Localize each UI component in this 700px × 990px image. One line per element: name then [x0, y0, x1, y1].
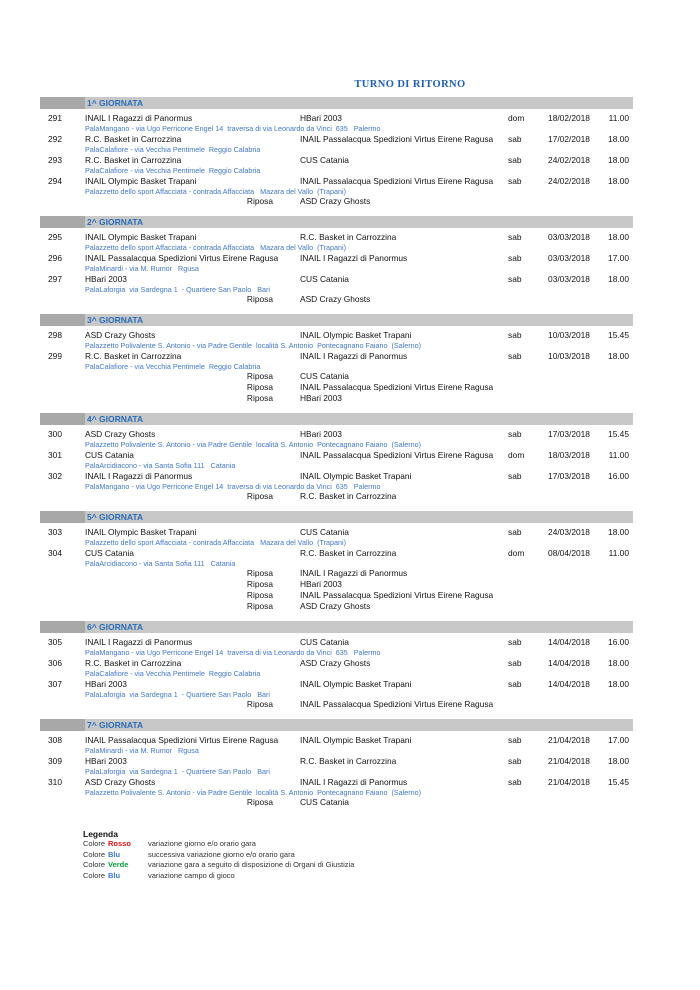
match-row — [40, 154, 633, 175]
match-time: 15.45 — [608, 330, 629, 340]
home-team: INAIL Olympic Basket Trapani — [85, 232, 197, 242]
riposa-row — [40, 579, 633, 590]
match-time: 16.00 — [608, 637, 629, 647]
venue-text: PalaArcidiacono - via Santa Sofia 111 Catania — [85, 559, 236, 568]
match-row — [40, 112, 633, 133]
match-line — [40, 350, 633, 362]
riposa-team: ASD Crazy Ghosts — [300, 196, 371, 206]
away-team: INAIL Passalacqua Spedizioni Virtus Eirene Ragusa — [300, 134, 494, 144]
away-team: INAIL Passalacqua Spedizioni Virtus Eirene Ragusa — [300, 176, 494, 186]
giornata-header-bar — [40, 97, 633, 109]
match-day: sab — [508, 134, 522, 144]
match-line — [40, 470, 633, 482]
match-line — [40, 231, 633, 243]
match-line — [40, 273, 633, 285]
giornata-label: 6^ GIORNATA — [87, 622, 144, 632]
legend-row — [83, 839, 354, 850]
legend-color-name: Blu — [108, 870, 121, 880]
match-time: 18.00 — [608, 232, 629, 242]
away-team: R.C. Basket in Carrozzina — [300, 756, 397, 766]
home-team: INAIL Passalacqua Spedizioni Virtus Eirene Ragusa — [85, 735, 279, 745]
match-line — [40, 755, 633, 767]
match-time: 18.00 — [608, 155, 629, 165]
match-number: 297 — [48, 274, 62, 284]
match-day: sab — [508, 351, 522, 361]
match-row — [40, 428, 633, 449]
match-number: 303 — [48, 527, 62, 537]
match-number: 298 — [48, 330, 62, 340]
match-date: 24/02/2018 — [548, 155, 590, 165]
venue-text: Palazzetto Polivalente S. Antonio - via Padre Gentile località S. Antonio Pontecagnano Faiano (Salerno) — [85, 788, 422, 797]
home-team: CUS Catania — [85, 450, 134, 460]
match-day: sab — [508, 176, 522, 186]
match-number: 305 — [48, 637, 62, 647]
legend-color-name: Blu — [108, 849, 121, 859]
legend-row — [83, 850, 354, 861]
match-line — [40, 112, 633, 124]
match-number: 304 — [48, 548, 62, 558]
riposa-row — [40, 393, 633, 404]
match-date: 21/04/2018 — [548, 735, 590, 745]
venue-text: PalaCalafiore - via Vecchia Pentimele Reggio Calabria — [85, 145, 261, 154]
away-team: INAIL Passalacqua Spedizioni Virtus Eirene Ragusa — [300, 450, 494, 460]
giornata-label: 5^ GIORNATA — [87, 512, 144, 522]
match-day: sab — [508, 330, 522, 340]
legend-rows — [83, 839, 354, 881]
match-day: sab — [508, 274, 522, 284]
riposa-team: INAIL Passalacqua Spedizioni Virtus Eirene Ragusa — [300, 699, 494, 709]
match-number: 294 — [48, 176, 62, 186]
home-team: HBari 2003 — [85, 679, 127, 689]
giornata-header-bar — [40, 511, 633, 523]
home-team: INAIL Olympic Basket Trapani — [85, 527, 197, 537]
venue-text: PalaArcidiacono - via Santa Sofia 111 Catania — [85, 461, 236, 470]
venue-text: PalaLaforgia via Sardegna 1 - Quartiere San Paolo Bari — [85, 285, 270, 294]
match-number: 300 — [48, 429, 62, 439]
match-time: 18.00 — [608, 679, 629, 689]
away-team: INAIL Olympic Basket Trapani — [300, 471, 412, 481]
match-time: 18.00 — [608, 351, 629, 361]
riposa-team: CUS Catania — [300, 371, 349, 381]
home-team: INAIL I Ragazzi di Panormus — [85, 113, 193, 123]
match-line — [40, 547, 633, 559]
match-day: sab — [508, 232, 522, 242]
match-number: 293 — [48, 155, 62, 165]
match-date: 17/02/2018 — [548, 134, 590, 144]
home-team: INAIL I Ragazzi di Panormus — [85, 637, 193, 647]
legend-colore-label: Colore — [83, 860, 106, 869]
away-team: INAIL I Ragazzi di Panormus — [300, 777, 408, 787]
home-team: HBari 2003 — [85, 756, 127, 766]
giornata-header-bar — [40, 719, 633, 731]
match-date: 10/03/2018 — [548, 351, 590, 361]
match-line — [40, 449, 633, 461]
match-number: 299 — [48, 351, 62, 361]
match-day: dom — [508, 548, 525, 558]
match-time: 17.00 — [608, 253, 629, 263]
giornata-label: 1^ GIORNATA — [87, 98, 144, 108]
match-date: 03/03/2018 — [548, 232, 590, 242]
home-team: R.C. Basket in Carrozzina — [85, 658, 182, 668]
away-team: HBari 2003 — [300, 113, 342, 123]
home-team: ASD Crazy Ghosts — [85, 777, 156, 787]
legend-description: variazione gara a seguito di disposizione di Organi di Giustizia — [148, 860, 355, 869]
match-day: sab — [508, 527, 522, 537]
match-row — [40, 329, 633, 350]
match-day: sab — [508, 756, 522, 766]
match-time: 11.00 — [608, 113, 629, 123]
match-day: sab — [508, 253, 522, 263]
riposa-row — [40, 196, 633, 207]
match-line — [40, 133, 633, 145]
match-date: 08/04/2018 — [548, 548, 590, 558]
giornata-section — [40, 216, 633, 305]
match-date: 24/02/2018 — [548, 176, 590, 186]
away-team: INAIL Olympic Basket Trapani — [300, 735, 412, 745]
venue-text: Palazzetto dello sport Affacciata - contrada Affacciata Mazara del Vallo (Trapani) — [85, 538, 347, 547]
match-date: 18/02/2018 — [548, 113, 590, 123]
match-date: 14/04/2018 — [548, 679, 590, 689]
legend-colore-label: Colore — [83, 870, 106, 880]
match-row — [40, 133, 633, 154]
away-team: INAIL I Ragazzi di Panormus — [300, 351, 408, 361]
match-row — [40, 273, 633, 294]
giornata-section — [40, 413, 633, 502]
away-team: HBari 2003 — [300, 429, 342, 439]
match-row — [40, 547, 633, 568]
away-team: R.C. Basket in Carrozzina — [300, 232, 397, 242]
match-row — [40, 755, 633, 776]
match-number: 302 — [48, 471, 62, 481]
riposa-label: Riposa — [246, 699, 273, 709]
legend-description: variazione campo di gioco — [148, 870, 235, 880]
match-time: 11.00 — [608, 548, 629, 558]
venue-text: PalaMinardi - via M. Rumor Rgusa — [85, 264, 199, 273]
match-day: dom — [508, 113, 525, 123]
giornata-header-bar — [40, 216, 633, 228]
giornata-section — [40, 511, 633, 612]
match-line — [40, 154, 633, 166]
giornata-section — [40, 97, 633, 207]
match-day: sab — [508, 735, 522, 745]
match-number: 308 — [48, 735, 62, 745]
match-line — [40, 252, 633, 264]
venue-text: PalaMangano - via Ugo Perricone Engel 14 traversa di via Leonardo da Vinci 635 Palermo — [85, 124, 381, 133]
away-team: INAIL Olympic Basket Trapani — [300, 679, 412, 689]
riposa-row — [40, 797, 633, 808]
match-number: 310 — [48, 777, 62, 787]
riposa-team: ASD Crazy Ghosts — [300, 294, 371, 304]
venue-text: PalaCalafiore - via Vecchia Pentimele Reggio Calabria — [85, 166, 261, 175]
match-row — [40, 231, 633, 252]
match-date: 17/03/2018 — [548, 471, 590, 481]
match-time: 18.00 — [608, 527, 629, 537]
giornata-header-bar — [40, 413, 633, 425]
riposa-team: HBari 2003 — [300, 579, 342, 589]
match-row — [40, 470, 633, 491]
riposa-label: Riposa — [246, 393, 273, 403]
match-row — [40, 636, 633, 657]
riposa-team: R.C. Basket in Carrozzina — [300, 491, 397, 501]
riposa-team: ASD Crazy Ghosts — [300, 601, 371, 611]
riposa-row — [40, 601, 633, 612]
match-day: sab — [508, 471, 522, 481]
match-day: sab — [508, 777, 522, 787]
legend-row — [83, 871, 354, 882]
legend-color-name: Rosso — [108, 839, 131, 848]
venue-text: Palazzetto Polivalente S. Antonio - via Padre Gentile località S. Antonio Pontecagnano Faiano (Salerno) — [85, 440, 422, 449]
match-line — [40, 526, 633, 538]
legend-row — [83, 860, 354, 871]
riposa-team: INAIL Passalacqua Spedizioni Virtus Eirene Ragusa — [300, 590, 494, 600]
match-time: 18.00 — [608, 176, 629, 186]
match-number: 301 — [48, 450, 62, 460]
away-team: R.C. Basket in Carrozzina — [300, 548, 397, 558]
match-time: 18.00 — [608, 134, 629, 144]
match-row — [40, 350, 633, 371]
away-team: CUS Catania — [300, 274, 349, 284]
home-team: INAIL Olympic Basket Trapani — [85, 176, 197, 186]
home-team: R.C. Basket in Carrozzina — [85, 351, 182, 361]
match-time: 16.00 — [608, 471, 629, 481]
giornata-header-bar — [40, 314, 633, 326]
match-date: 21/04/2018 — [548, 777, 590, 787]
riposa-team: INAIL Passalacqua Spedizioni Virtus Eirene Ragusa — [300, 382, 494, 392]
match-line — [40, 175, 633, 187]
match-date: 14/04/2018 — [548, 637, 590, 647]
riposa-row — [40, 294, 633, 305]
venue-text: PalaMangano - via Ugo Perricone Engel 14 traversa di via Leonardo da Vinci 635 Palermo — [85, 648, 381, 657]
match-time: 17.00 — [608, 735, 629, 745]
match-row — [40, 252, 633, 273]
riposa-label: Riposa — [246, 371, 273, 381]
match-day: dom — [508, 450, 525, 460]
match-time: 11.00 — [608, 450, 629, 460]
away-team: INAIL Olympic Basket Trapani — [300, 330, 412, 340]
match-row — [40, 678, 633, 699]
venue-text: Palazzetto dello sport Affacciata - contrada Affacciata Mazara del Vallo (Trapani) — [85, 243, 347, 252]
match-day: sab — [508, 155, 522, 165]
riposa-row — [40, 568, 633, 579]
away-team: ASD Crazy Ghosts — [300, 658, 371, 668]
riposa-row — [40, 382, 633, 393]
match-time: 18.00 — [608, 756, 629, 766]
match-line — [40, 678, 633, 690]
match-number: 309 — [48, 756, 62, 766]
match-line — [40, 329, 633, 341]
match-date: 18/03/2018 — [548, 450, 590, 460]
venue-text: PalaLaforgia via Sardegna 1 - Quartiere San Paolo Bari — [85, 690, 270, 699]
riposa-label: Riposa — [246, 294, 273, 304]
giornata-label: 7^ GIORNATA — [87, 720, 144, 730]
riposa-label: Riposa — [246, 797, 273, 807]
match-number: 296 — [48, 253, 62, 263]
home-team: HBari 2003 — [85, 274, 127, 284]
match-date: 10/03/2018 — [548, 330, 590, 340]
riposa-label: Riposa — [246, 590, 273, 600]
match-date: 14/04/2018 — [548, 658, 590, 668]
venue-text: PalaLaforgia via Sardegna 1 - Quartiere San Paolo Bari — [85, 767, 270, 776]
legend-title: Legenda — [83, 829, 118, 839]
riposa-row — [40, 590, 633, 601]
riposa-label: Riposa — [246, 568, 273, 578]
match-time: 18.00 — [608, 658, 629, 668]
match-day: sab — [508, 658, 522, 668]
match-line — [40, 636, 633, 648]
away-team: CUS Catania — [300, 155, 349, 165]
legend-color-name: Verde — [108, 860, 129, 869]
home-team: INAIL I Ragazzi di Panormus — [85, 471, 193, 481]
match-day: sab — [508, 429, 522, 439]
riposa-row — [40, 491, 633, 502]
match-number: 291 — [48, 113, 62, 123]
home-team: R.C. Basket in Carrozzina — [85, 134, 182, 144]
match-row — [40, 734, 633, 755]
riposa-label: Riposa — [246, 382, 273, 392]
legend-colore-label: Colore — [83, 839, 106, 848]
legend-description: successiva variazione giorno e/o orario gara — [148, 849, 295, 859]
giornata-label: 3^ GIORNATA — [87, 315, 144, 325]
legend — [83, 829, 354, 881]
giornata-section — [40, 314, 633, 404]
match-date: 21/04/2018 — [548, 756, 590, 766]
match-row — [40, 657, 633, 678]
giornata-list — [40, 97, 633, 817]
riposa-label: Riposa — [246, 491, 273, 501]
venue-text: Palazzetto Polivalente S. Antonio - via Padre Gentile località S. Antonio Pontecagnano Faiano (Salerno) — [85, 341, 422, 350]
match-date: 17/03/2018 — [548, 429, 590, 439]
match-line — [40, 734, 633, 746]
home-team: ASD Crazy Ghosts — [85, 330, 156, 340]
match-line — [40, 776, 633, 788]
venue-text: PalaMangano - via Ugo Perricone Engel 14 traversa di via Leonardo da Vinci 635 Palermo — [85, 482, 381, 491]
riposa-team: INAIL I Ragazzi di Panormus — [300, 568, 408, 578]
giornata-label: 4^ GIORNATA — [87, 414, 144, 424]
legend-colore-label: Colore — [83, 849, 106, 859]
giornata-label: 2^ GIORNATA — [87, 217, 144, 227]
giornata-section — [40, 719, 633, 808]
match-date: 24/03/2018 — [548, 527, 590, 537]
match-day: sab — [508, 637, 522, 647]
venue-text: PalaCalafiore - via Vecchia Pentimele Reggio Calabria — [85, 669, 261, 678]
match-line — [40, 657, 633, 669]
match-row — [40, 526, 633, 547]
away-team: INAIL I Ragazzi di Panormus — [300, 253, 408, 263]
venue-text: Palazzetto dello sport Affacciata - contrada Affacciata Mazara del Vallo (Trapani) — [85, 187, 347, 196]
home-team: INAIL Passalacqua Spedizioni Virtus Eirene Ragusa — [85, 253, 279, 263]
riposa-label: Riposa — [246, 196, 273, 206]
match-number: 292 — [48, 134, 62, 144]
match-number: 306 — [48, 658, 62, 668]
giornata-section — [40, 621, 633, 710]
riposa-team: CUS Catania — [300, 797, 349, 807]
venue-text: PalaCalafiore - via Vecchia Pentimele Reggio Calabria — [85, 362, 261, 371]
home-team: R.C. Basket in Carrozzina — [85, 155, 182, 165]
match-line — [40, 428, 633, 440]
match-time: 15.45 — [608, 429, 629, 439]
match-number: 307 — [48, 679, 62, 689]
match-day: sab — [508, 679, 522, 689]
riposa-label: Riposa — [246, 601, 273, 611]
riposa-team: HBari 2003 — [300, 393, 342, 403]
match-row — [40, 449, 633, 470]
legend-description: variazione giorno e/o orario gara — [148, 839, 256, 848]
giornata-header-bar — [40, 621, 633, 633]
home-team: CUS Catania — [85, 548, 134, 558]
match-row — [40, 175, 633, 196]
match-time: 18.00 — [608, 274, 629, 284]
match-row — [40, 776, 633, 797]
away-team: CUS Catania — [300, 637, 349, 647]
riposa-row — [40, 699, 633, 710]
match-number: 295 — [48, 232, 62, 242]
away-team: CUS Catania — [300, 527, 349, 537]
page-title: TURNO DI RITORNO — [354, 79, 466, 90]
match-time: 15.45 — [608, 777, 629, 787]
riposa-label: Riposa — [246, 579, 273, 589]
venue-text: PalaMinardi - via M. Rumor Rgusa — [85, 746, 199, 755]
riposa-row — [40, 371, 633, 382]
match-date: 03/03/2018 — [548, 274, 590, 284]
home-team: ASD Crazy Ghosts — [85, 429, 156, 439]
match-date: 03/03/2018 — [548, 253, 590, 263]
